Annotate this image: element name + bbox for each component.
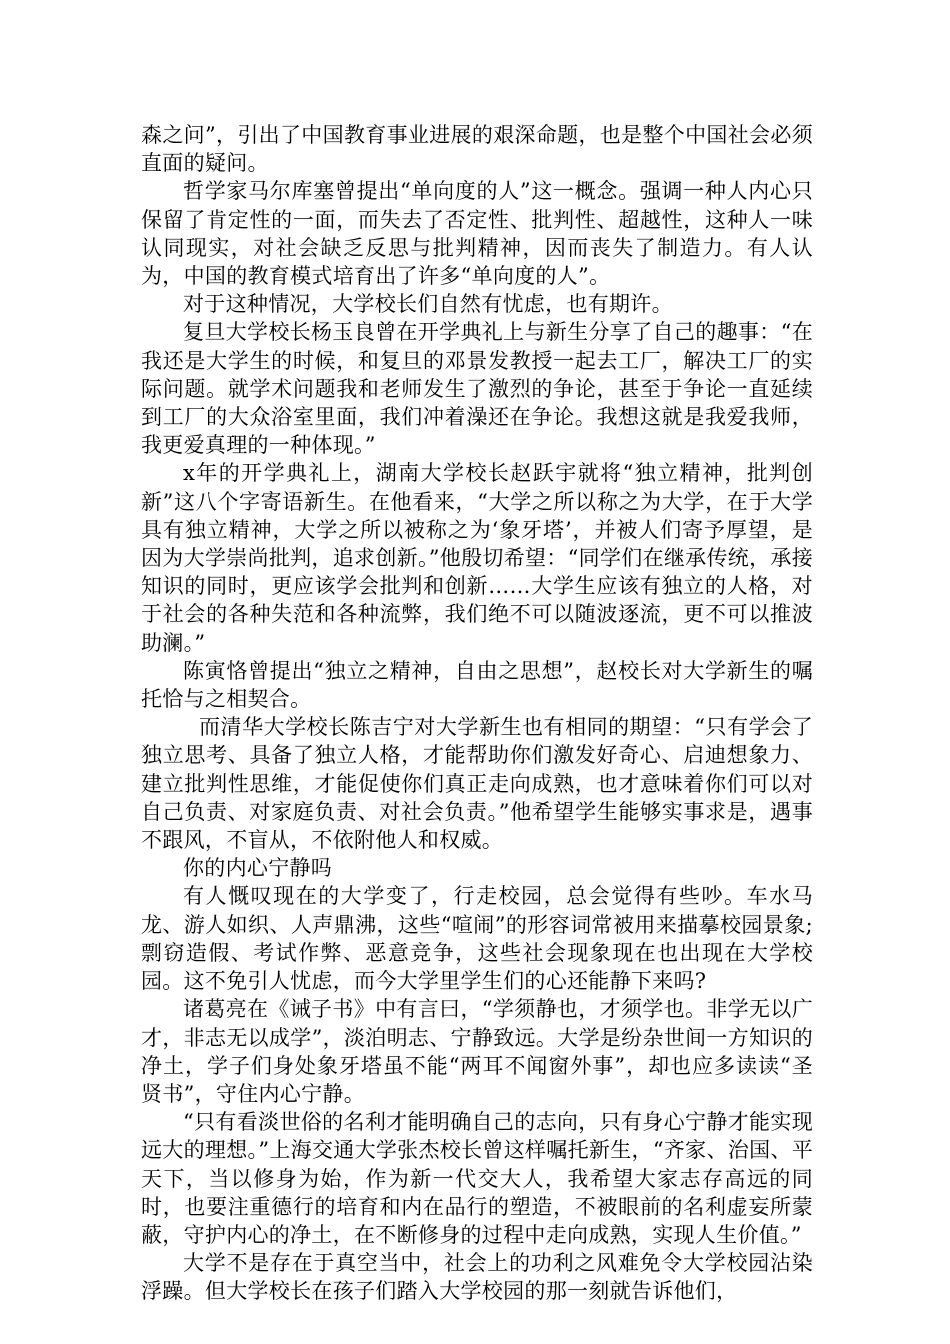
paragraph-4: 复旦大学校长杨玉良曾在开学典礼上与新生分享了自己的趣事：“在我还是大学生的时候，和复旦的邓景发教授一起去工厂，解决工厂的实际问题。就学术问题我和老师发生了激烈的争论，甚至于争论一直延续到工厂的大众浴室里面，我们冲着澡还在争论。我想这就是我爱我师，我更爱真理的一种体现。” bbox=[141, 320, 813, 458]
section-heading: 你的内心宁静吗 bbox=[183, 856, 333, 881]
paragraph-10: 诸葛亮在《诫子书》中有言曰，“学须静也，才须学也。非学无以广才，非志无以成学”，淡泊明志、宁静致远。大学是纷杂世间一方知识的净土，学子们身处象牙塔虽不能“两耳不闻窗外事”，却也应多读读“圣贤书”，守住内心宁静。 bbox=[141, 997, 813, 1106]
paragraph-11: “只有看淡世俗的名利才能明确自己的志向，只有身心宁静才能实现远大的理想。”上海交通大学张杰校长曾这样嘱托新生，“齐家、治国、平天下，当以修身为始，作为新一代交大人，我希望大家志存高远的同时，也要注重德行的培育和内在品行的塑造，不被眼前的名利虚妄所蒙蔽，守护内心的净土，在不断修身的过程中走向成熟，实现人生价值。” bbox=[141, 1110, 813, 1247]
paragraph-7: 而清华大学校长陈吉宁对大学新生也有相同的期望：“只有学会了独立思考、具备了独立人格，才能帮助你们激发好奇心、启迪想象力、建立批判性思维，才能促使你们真正走向成熟，也才意味着你们可以对自己负责、对家庭负责、对社会负责。”他希望学生能够实事求是，遇事不跟风，不盲从，不依附他人和权威。 bbox=[141, 715, 813, 853]
paragraph-2: 哲学家马尔库塞曾提出“单向度的人”这一概念。强调一种人内心只保留了肯定性的一面，而失去了否定性、批判性、超越性，这种人一味认同现实，对社会缺乏反思与批判精神，因而丧失了制造力。有人认为，中国的教育模式培育出了许多“单向度的人”。 bbox=[141, 179, 813, 289]
document-body bbox=[141, 121, 813, 1306]
paragraph-9: 有人慨叹现在的大学变了，行走校园，总会觉得有些吵。车水马龙、游人如织、人声鼎沸，这些“喧闹”的形容词常被用来描摹校园景象;剽窃造假、考试作弊、恶意竞争，这些社会现象现在也出现在大学校园。这不免引人忧虑，而今大学里学生们的心还能静下来吗? bbox=[141, 884, 813, 994]
paragraph-12: 大学不是存在于真空当中，社会上的功利之风难免令大学校园沾染浮躁。但大学校长在孩子们踏入大学校园的那一刻就告诉他们， bbox=[141, 1251, 813, 1304]
paragraph-3: 对于这种情况，大学校长们自然有忧虑，也有期许。 bbox=[183, 292, 673, 317]
paragraph-1: 森之问”，引出了中国教育事业进展的艰深命题，也是整个中国社会必须直面的疑问。 bbox=[141, 123, 813, 176]
paragraph-6: 陈寅恪曾提出“独立之精神，自由之思想”，赵校长对大学新生的嘱托恰与之相契合。 bbox=[141, 658, 813, 712]
paragraph-5: x年的开学典礼上，湖南大学校长赵跃宇就将“独立精神，批判创新”这八个字寄语新生。在他看来，“大学之所以称之为大学，在于大学具有独立精神，大学之所以被称之为‘象牙塔’，并被人们寄予厚望，是因为大学崇尚批判，追求创新。”他殷切希望：“同学们在继承传统，承接知识的同时，更应该学会批判和创新……大学生应该有独立的人格，对于社会的各种失范和各种流弊，我们绝不可以随波逐流，更不可以推波助澜。” bbox=[141, 461, 813, 655]
